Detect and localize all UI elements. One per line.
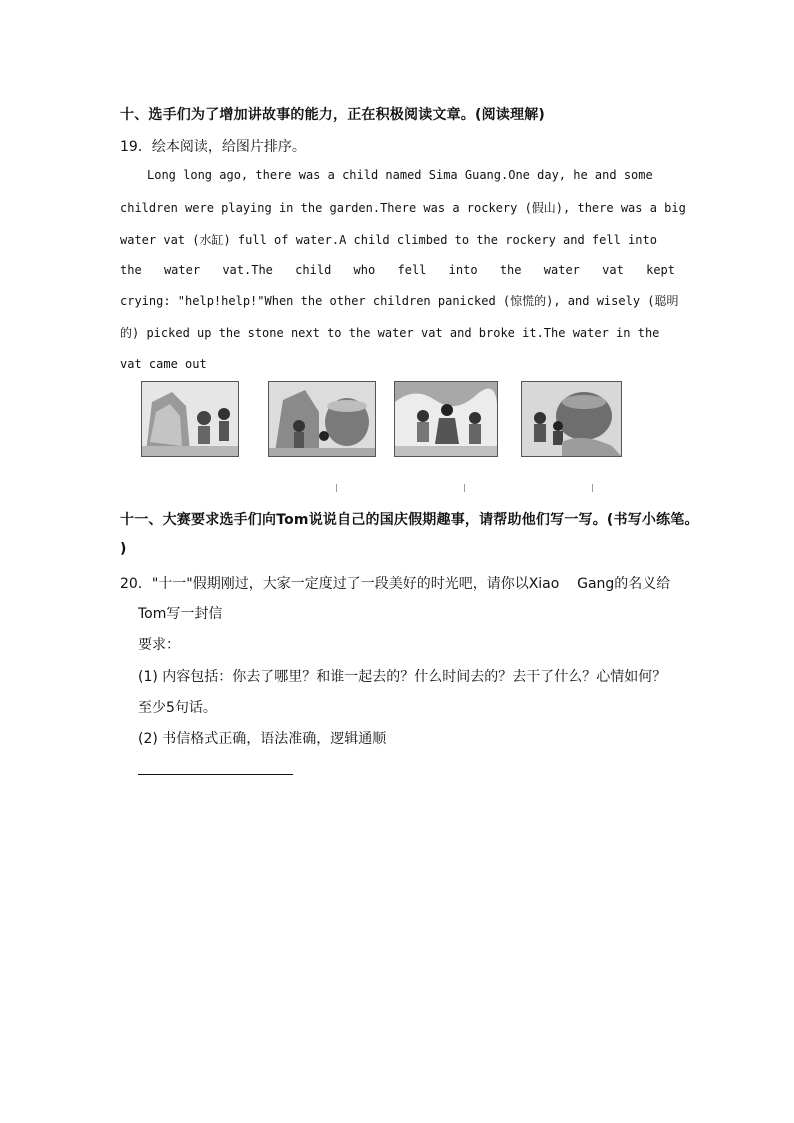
answer-mark-1 bbox=[336, 484, 337, 492]
requirement-1-cont: 至少5句话。 bbox=[138, 700, 217, 716]
question-20-text-cont: Tom写一封信 bbox=[138, 606, 223, 622]
passage-line-7: vat came out bbox=[120, 357, 207, 371]
picture-2-icon bbox=[268, 381, 376, 457]
passage-line-4: the water vat.The child who fell into the water vat kept bbox=[120, 263, 675, 277]
section-11-title-end: ) bbox=[120, 541, 127, 557]
picture-4-icon bbox=[521, 381, 622, 457]
passage-line-3: water vat (水缸) full of water.A child climbed to the rockery and fell into bbox=[120, 233, 657, 247]
answer-line[interactable] bbox=[138, 774, 293, 775]
picture-3-icon bbox=[394, 381, 498, 457]
passage-line-6: 的) picked up the stone next to the water vat and broke it.The water in the bbox=[120, 326, 660, 340]
section-11-title: 十一、大赛要求选手们向Tom说说自己的国庆假期趣事，请帮助他们写一写。(书写小练笔。 bbox=[120, 512, 699, 528]
requirement-2: (2) 书信格式正确，语法准确，逻辑通顺 bbox=[138, 731, 387, 747]
question-19-label: 19．绘本阅读，给图片排序。 bbox=[120, 139, 306, 155]
passage-line-2: children were playing in the garden.There was a rockery (假山), there was a big bbox=[120, 201, 686, 215]
answer-mark-2 bbox=[464, 484, 465, 492]
requirement-1: (1) 内容包括：你去了哪里？和谁一起去的？什么时间去的？去干了什么？心情如何？ bbox=[138, 669, 667, 685]
passage-line-1: Long long ago, there was a child named Sima Guang.One day, he and some bbox=[147, 168, 653, 182]
question-20-text: 20．"十一"假期刚过，大家一定度过了一段美好的时光吧，请你以Xiao Gang的名义给 bbox=[120, 576, 671, 592]
passage-line-5: crying: "help!help!"When the other children panicked (惊慌的), and wisely (聪明 bbox=[120, 294, 679, 308]
answer-mark-3 bbox=[592, 484, 593, 492]
section-10-title: 十、选手们为了增加讲故事的能力，正在积极阅读文章。(阅读理解) bbox=[120, 107, 545, 123]
requirements-label: 要求： bbox=[138, 637, 180, 653]
picture-1-icon bbox=[141, 381, 239, 457]
